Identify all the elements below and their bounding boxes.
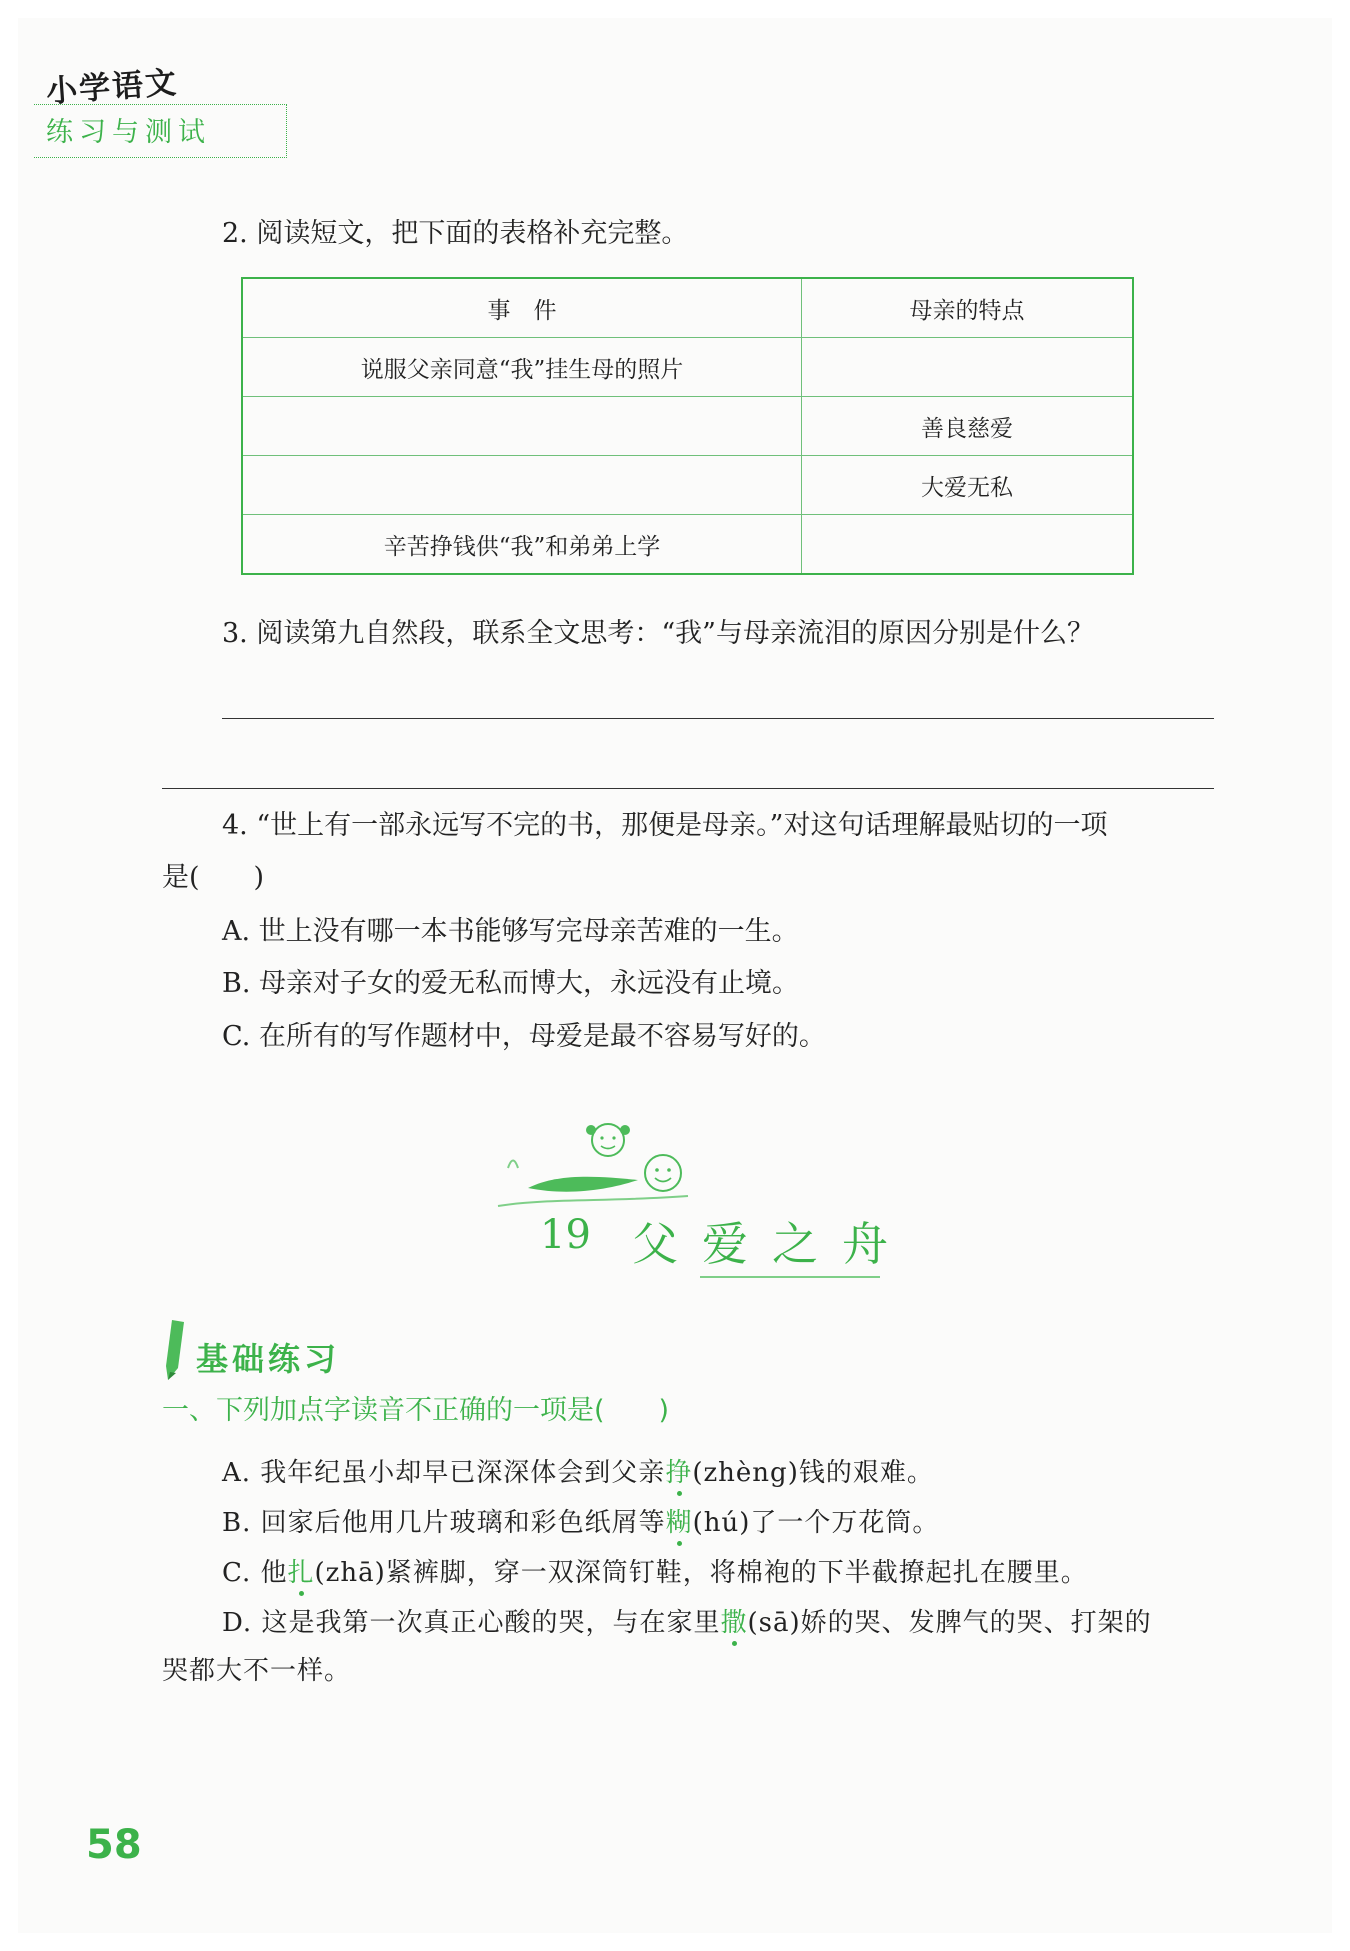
dotted-character: 扎 — [287, 1558, 315, 1588]
lesson-number: 19 — [540, 1212, 591, 1258]
answer-line[interactable] — [222, 718, 1214, 719]
option-text: A. 我年纪虽小却早已深深体会到父亲 — [222, 1458, 666, 1488]
option-a[interactable]: A. 世上没有哪一本书能够写完母亲苦难的一生。 — [222, 916, 799, 947]
series-title: 小学语文 — [44, 64, 180, 110]
option-text: C. 他 — [222, 1558, 288, 1588]
table-cell: 说服父亲同意“我”挂生母的照片 — [242, 338, 802, 397]
question-4: 4. “世上有一部永远写不完的书，那便是母亲。”对这句话理解最贴切的一项 — [222, 810, 1108, 841]
dotted-character: 挣 — [665, 1458, 693, 1488]
table-cell: 辛苦挣钱供“我”和弟弟上学 — [242, 515, 802, 575]
option-b[interactable]: B. 母亲对子女的爱无私而博大，永远没有止境。 — [222, 968, 800, 999]
table-cell-blank[interactable] — [802, 515, 1134, 575]
book-title: 练习与测试 — [46, 117, 211, 148]
events-table — [241, 277, 1134, 575]
pinyin-option-a[interactable] — [222, 1452, 934, 1489]
table-header-row — [242, 278, 1133, 338]
table-cell-blank[interactable] — [242, 397, 802, 456]
answer-line[interactable] — [162, 788, 1214, 789]
table-row — [242, 515, 1133, 575]
table-row — [242, 338, 1133, 397]
dotted-character: 撒 — [720, 1608, 748, 1638]
table-row — [242, 397, 1133, 456]
section-question-1: 一、下列加点字读音不正确的一项是( ) — [162, 1395, 670, 1426]
option-c[interactable]: C. 在所有的写作题材中，母爱是最不容易写好的。 — [222, 1021, 826, 1052]
children-illustration — [488, 1118, 718, 1218]
table-row — [242, 456, 1133, 515]
table-header-cell: 事 件 — [242, 278, 802, 338]
pinyin-option-d-continued: 哭都大不一样。 — [162, 1656, 352, 1686]
page-number: 58 — [86, 1822, 142, 1868]
section-title: 基础练习 — [196, 1340, 341, 1378]
option-text: (zhèng)钱的艰难。 — [692, 1458, 934, 1488]
pinyin-option-b[interactable] — [222, 1502, 939, 1539]
table-cell: 善良慈爱 — [802, 397, 1134, 456]
lesson-title: 父爱之舟 — [632, 1217, 912, 1271]
question-4-continued: 是( ) — [162, 862, 265, 893]
pinyin-option-c[interactable] — [222, 1552, 1088, 1589]
dotted-character: 糊 — [665, 1508, 693, 1538]
question-2: 2. 阅读短文，把下面的表格补充完整。 — [222, 218, 689, 249]
table-header-cell: 母亲的特点 — [802, 278, 1134, 338]
option-text: D. 这是我第一次真正心酸的哭，与在家里 — [222, 1608, 721, 1638]
table-cell: 大爱无私 — [802, 456, 1134, 515]
option-text: B. 回家后他用几片玻璃和彩色纸屑等 — [222, 1508, 666, 1538]
option-text: (sā)娇的哭、发脾气的哭、打架的 — [747, 1608, 1152, 1638]
pinyin-option-d[interactable] — [222, 1602, 1152, 1639]
option-text: (zhā)紧裤脚，穿一双深筒钉鞋，将棉袍的下半截撩起扎在腰里。 — [314, 1558, 1088, 1588]
pencil-icon — [160, 1318, 190, 1384]
option-text: (hú)了一个万花筒。 — [692, 1508, 940, 1538]
question-3: 3. 阅读第九自然段，联系全文思考：“我”与母亲流泪的原因分别是什么？ — [222, 618, 1094, 649]
table-cell-blank[interactable] — [802, 338, 1134, 397]
title-underline — [700, 1276, 880, 1278]
table-cell-blank[interactable] — [242, 456, 802, 515]
